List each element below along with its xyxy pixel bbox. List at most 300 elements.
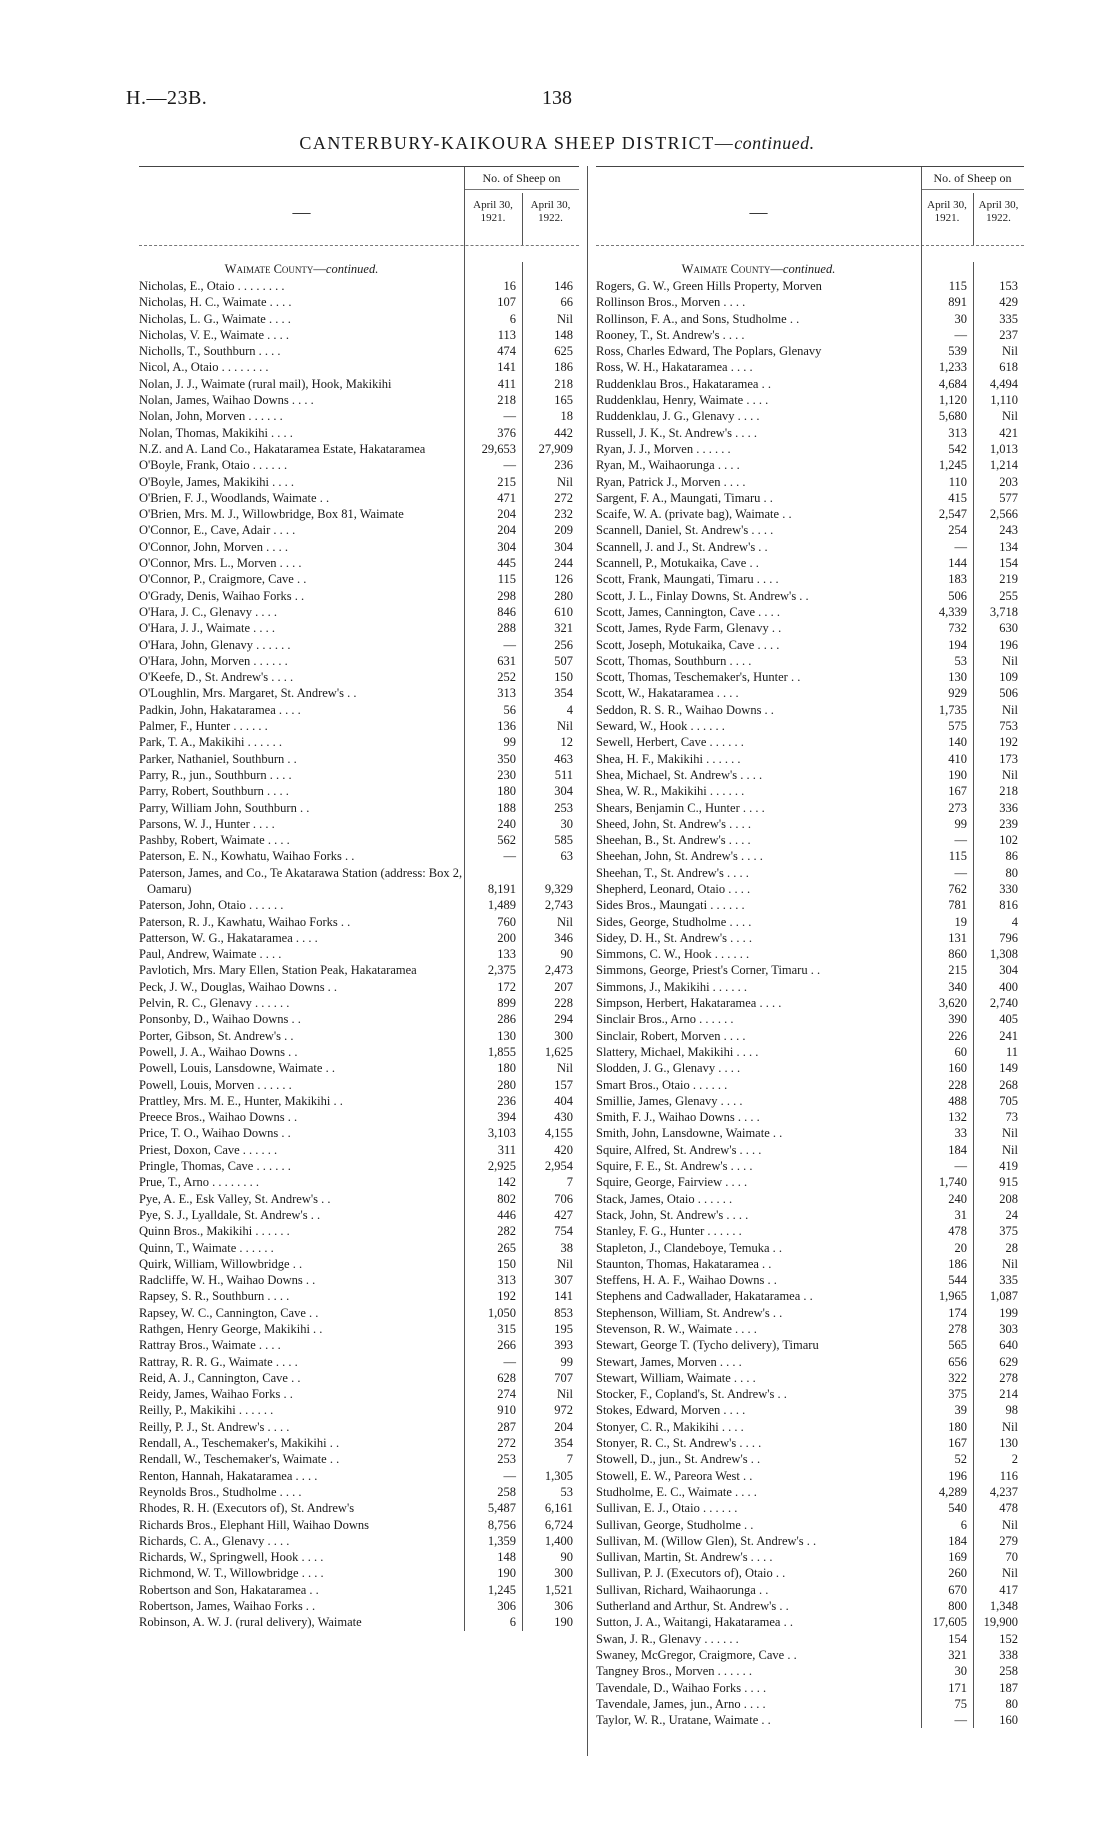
owner-name: Scott, W., Hakataramea . . . . xyxy=(596,686,739,701)
sheep-1922: 152 xyxy=(999,1631,1018,1646)
sheep-1922: Nil xyxy=(557,1061,573,1076)
sheep-1921: 167 xyxy=(948,784,967,799)
table-row xyxy=(596,343,1024,359)
table-row xyxy=(139,1077,579,1093)
sheep-1922: 236 xyxy=(554,458,573,473)
sheep-1921: 376 xyxy=(497,425,516,440)
table-row xyxy=(139,555,579,571)
header-dash: — xyxy=(292,202,311,222)
table-row xyxy=(139,1321,579,1337)
title-continued: continued. xyxy=(734,133,815,153)
owner-name: Prue, T., Arno . . . . . . . . xyxy=(139,1175,260,1190)
no-of-sheep-label: No. of Sheep on xyxy=(464,171,579,190)
sheep-1922: 1,087 xyxy=(989,1289,1018,1304)
sheep-1921: 167 xyxy=(948,1436,967,1451)
owner-name: Paul, Andrew, Waimate . . . . xyxy=(139,947,282,962)
owner-name: Ponsonby, D., Waihao Downs . . xyxy=(139,1012,301,1027)
sheep-1921: 174 xyxy=(948,1305,967,1320)
sheep-1921: 860 xyxy=(948,947,967,962)
sheep-1922: 1,400 xyxy=(544,1533,573,1548)
sheep-1921: 132 xyxy=(948,1110,967,1125)
owner-name: Nolan, Thomas, Makikihi . . . . xyxy=(139,425,293,440)
table-row xyxy=(139,604,579,620)
table-row xyxy=(139,1402,579,1418)
owner-name: Pye, S. J., Lyalldale, St. Andrew's . . xyxy=(139,1207,321,1222)
table-row xyxy=(596,751,1024,767)
sheep-1922: 209 xyxy=(554,523,573,538)
table-row xyxy=(139,702,579,718)
owner-name: Rooney, T., St. Andrew's . . . . xyxy=(596,327,745,342)
owner-name: N.Z. and A. Land Co., Hakataramea Estate, Hakataramea xyxy=(139,441,426,456)
table-row xyxy=(139,930,579,946)
sheep-1921: 131 xyxy=(948,930,967,945)
owner-name: O'Boyle, Frank, Otaio . . . . . . xyxy=(139,458,288,473)
owner-name: O'Grady, Denis, Waihao Forks . . xyxy=(139,588,305,603)
owner-name: Simmons, C. W., Hook . . . . . . xyxy=(596,947,750,962)
sheep-1921: 6 xyxy=(960,1517,967,1532)
owner-name: Smillie, James, Glenavy . . . . xyxy=(596,1093,743,1108)
owner-name: Prattley, Mrs. M. E., Hunter, Makikihi . . xyxy=(139,1093,343,1108)
owner-name: Stevenson, R. W., Waimate . . . . xyxy=(596,1322,757,1336)
owner-name: Ross, Charles Edward, The Poplars, Glenavy xyxy=(596,344,822,359)
sheep-1921: 30 xyxy=(954,1664,967,1679)
table-row xyxy=(139,946,579,962)
owner-name: Scott, J. L., Finlay Downs, St. Andrew's . . xyxy=(596,588,809,603)
table-row xyxy=(596,1044,1024,1060)
section-continued: continued. xyxy=(325,262,379,276)
owner-name: O'Keefe, D., St. Andrew's . . . . xyxy=(139,670,294,685)
sheep-1921: — xyxy=(954,539,967,554)
table-row xyxy=(139,343,579,359)
owner-name: Preece Bros., Waihao Downs . . xyxy=(139,1110,298,1125)
owner-name: Rathgen, Henry George, Makikihi . . xyxy=(139,1322,323,1336)
sheep-1921: 140 xyxy=(948,735,967,750)
owner-name: Stewart, William, Waimate . . . . xyxy=(596,1370,756,1385)
table-row xyxy=(139,1582,579,1598)
owner-name: Russell, J. K., St. Andrew's . . . . xyxy=(596,425,757,440)
sheep-1922: Nil xyxy=(1002,1256,1018,1271)
owner-name: Reilly, P., Makikihi . . . . . . xyxy=(139,1403,274,1418)
sheep-1921: — xyxy=(503,409,516,424)
sheep-1921: 411 xyxy=(497,376,516,391)
sheep-1922: 157 xyxy=(554,1077,573,1092)
section-name: Waimate County— xyxy=(681,262,783,276)
sheep-1921: 130 xyxy=(497,1028,516,1043)
sheep-1922: 1,308 xyxy=(989,947,1018,962)
sheep-1921: 16 xyxy=(503,279,516,293)
owner-name: Studholme, E. C., Waimate . . . . xyxy=(596,1484,757,1499)
owner-name: Paterson, R. J., Kawhatu, Waihao Forks . . xyxy=(139,914,351,929)
owner-name: Pye, A. E., Esk Valley, St. Andrew's . . xyxy=(139,1191,331,1206)
sheep-1921: 544 xyxy=(948,1273,967,1288)
sheep-1921: 130 xyxy=(948,670,967,685)
sheep-1922: Nil xyxy=(1002,409,1018,424)
sheep-1922: 419 xyxy=(999,1159,1018,1174)
owner-name: Slattery, Michael, Makikihi . . . . xyxy=(596,1044,759,1059)
table-row xyxy=(596,1614,1024,1630)
sheep-1921: — xyxy=(503,1468,516,1483)
table-row xyxy=(139,816,579,832)
table-row xyxy=(596,425,1024,441)
owner-name: Sutton, J. A., Waitangi, Hakataramea . . xyxy=(596,1615,793,1630)
sheep-1922: 196 xyxy=(999,637,1018,652)
sheep-1922: 279 xyxy=(999,1533,1018,1548)
owner-name: Reidy, James, Waihao Forks . . xyxy=(139,1387,293,1402)
owner-name: Parry, Robert, Southburn . . . . xyxy=(139,784,289,799)
table-row xyxy=(596,1549,1024,1565)
column-rule xyxy=(973,262,974,1728)
sheep-1922: 400 xyxy=(999,979,1018,994)
owner-list xyxy=(139,278,579,1631)
owner-name: Richards, C. A., Glenavy . . . . xyxy=(139,1533,290,1548)
sheep-1922: 707 xyxy=(554,1370,573,1385)
owner-name: Nicholas, E., Otaio . . . . . . . . xyxy=(139,279,285,293)
table-row xyxy=(139,685,579,701)
owner-name: Nicholas, H. C., Waimate . . . . xyxy=(139,295,292,310)
sheep-1922: Nil xyxy=(1002,1142,1018,1157)
owner-name: Shea, H. F., Makikihi . . . . . . xyxy=(596,751,741,766)
owner-name: Rapsey, W. C., Cannington, Cave . . xyxy=(139,1305,319,1320)
table-row xyxy=(596,1011,1024,1027)
sheep-1922: 149 xyxy=(999,1061,1018,1076)
table-row xyxy=(596,1696,1024,1712)
sheep-1921: — xyxy=(954,1159,967,1174)
table-row xyxy=(139,539,579,555)
owner-name: Sewell, Herbert, Cave . . . . . . xyxy=(596,735,744,750)
owner-name: Scannell, Daniel, St. Andrew's . . . . xyxy=(596,523,774,538)
owner-name: O'Hara, J. J., Waimate . . . . xyxy=(139,621,276,636)
owner-name: Stewart, George T. (Tycho delivery), Timaru xyxy=(596,1338,819,1353)
sheep-1922: 280 xyxy=(554,588,573,603)
sheep-1921: — xyxy=(954,1713,967,1728)
table-row xyxy=(596,1533,1024,1549)
table-row xyxy=(596,1386,1024,1402)
owner-name: Swaney, McGregor, Craigmore, Cave . . xyxy=(596,1647,797,1662)
sheep-1922: 429 xyxy=(999,295,1018,310)
table-row xyxy=(139,1011,579,1027)
owner-name: Scannell, P., Motukaika, Cave . . xyxy=(596,556,759,571)
sheep-1922: 173 xyxy=(999,751,1018,766)
sheep-1922: 141 xyxy=(554,1289,573,1304)
sheep-1921: — xyxy=(503,458,516,473)
sheep-1922: 190 xyxy=(554,1615,573,1630)
owner-name: Robinson, A. W. J. (rural delivery), Waimate xyxy=(139,1615,362,1630)
sheep-1921: 240 xyxy=(948,1191,967,1206)
table-row xyxy=(139,914,579,930)
owner-name: Taylor, W. R., Uratane, Waimate . . xyxy=(596,1713,771,1728)
sheep-1921: 732 xyxy=(948,621,967,636)
sheep-1921: 133 xyxy=(497,947,516,962)
sheep-1922: 321 xyxy=(554,621,573,636)
table-row xyxy=(596,1598,1024,1614)
sheep-1922: 306 xyxy=(554,1599,573,1614)
sheep-1922: 304 xyxy=(999,963,1018,978)
sheep-1922: 187 xyxy=(999,1680,1018,1695)
owner-name: Shepherd, Leonard, Otaio . . . . xyxy=(596,881,751,896)
sheep-1922: 420 xyxy=(554,1142,573,1157)
sheep-1921: 60 xyxy=(954,1044,967,1059)
sheep-1921: 8,191 xyxy=(487,881,516,896)
table-row xyxy=(596,1256,1024,1272)
sheep-1921: 762 xyxy=(948,881,967,896)
sheep-1921: 186 xyxy=(948,1256,967,1271)
owner-name: Stewart, James, Morven . . . . xyxy=(596,1354,742,1369)
sheep-1921: 313 xyxy=(948,425,967,440)
table-row xyxy=(139,718,579,734)
sheep-1921: 1,245 xyxy=(938,458,967,473)
owner-name: O'Connor, John, Morven . . . . xyxy=(139,539,288,554)
owner-name: Rogers, G. W., Green Hills Property, Morven xyxy=(596,279,822,293)
sheep-1921: 846 xyxy=(497,604,516,619)
table-row xyxy=(139,1565,579,1581)
sheep-1922: 153 xyxy=(999,279,1018,293)
sheep-1922: 304 xyxy=(554,784,573,799)
sheep-1921: 141 xyxy=(497,360,516,375)
sheep-1921: 204 xyxy=(497,523,516,538)
sheep-1922: 208 xyxy=(999,1191,1018,1206)
sheep-1922: 354 xyxy=(554,1436,573,1451)
sheep-1921: 8,756 xyxy=(487,1517,516,1532)
sheep-1921: 280 xyxy=(497,1077,516,1092)
owner-name: Parry, William John, Southburn . . xyxy=(139,800,310,815)
table-row xyxy=(139,1386,579,1402)
table-row xyxy=(596,865,1024,881)
table-row xyxy=(596,327,1024,343)
sheep-1921: — xyxy=(954,327,967,342)
sheep-1921: 394 xyxy=(497,1110,516,1125)
sheep-1922: Nil xyxy=(557,914,573,929)
table-row xyxy=(596,1631,1024,1647)
sheep-1921: 540 xyxy=(948,1501,967,1516)
owner-name: Sullivan, E. J., Otaio . . . . . . xyxy=(596,1501,738,1516)
owner-name: Slodden, J. G., Glenavy . . . . xyxy=(596,1061,741,1076)
sheep-1922: 148 xyxy=(554,327,573,342)
table-row xyxy=(139,637,579,653)
table-row xyxy=(139,1223,579,1239)
table-row xyxy=(139,1598,579,1614)
sheep-1922: 237 xyxy=(999,327,1018,342)
sheep-1922: 4,155 xyxy=(544,1126,573,1141)
sheep-1921: 506 xyxy=(948,588,967,603)
owner-name: Ryan, M., Waihaorunga . . . . xyxy=(596,458,740,473)
sheep-1921: 415 xyxy=(948,490,967,505)
table-row xyxy=(596,653,1024,669)
owner-name: Pringle, Thomas, Cave . . . . . . xyxy=(139,1159,291,1174)
table-row xyxy=(139,1142,579,1158)
owner-name: Stapleton, J., Clandeboye, Temuka . . xyxy=(596,1240,783,1255)
table-row xyxy=(139,1500,579,1516)
owner-name: O'Connor, Mrs. L., Morven . . . . xyxy=(139,556,302,571)
sheep-1922: 507 xyxy=(554,653,573,668)
table-header xyxy=(596,166,1024,246)
table-row xyxy=(139,897,579,913)
no-of-sheep-label: No. of Sheep on xyxy=(921,171,1024,190)
owner-name: Rendall, W., Teschemaker's, Waimate . . xyxy=(139,1452,340,1467)
owner-name: Nicholas, V. E., Waimate . . . . xyxy=(139,327,290,342)
sheep-1921: 4,684 xyxy=(938,376,967,391)
sheep-1922: 796 xyxy=(999,930,1018,945)
sheep-1922: 2,740 xyxy=(989,996,1018,1011)
table-row xyxy=(139,1468,579,1484)
sheep-1922: 80 xyxy=(1005,1696,1018,1711)
sheep-1922: Nil xyxy=(557,719,573,734)
sheep-1922: 375 xyxy=(999,1224,1018,1239)
table-row xyxy=(139,767,579,783)
sheep-1921: 1,120 xyxy=(938,393,967,408)
sheep-1922: 255 xyxy=(999,588,1018,603)
owner-name: Seddon, R. S. R., Waihao Downs . . xyxy=(596,702,774,717)
sheep-1922: 404 xyxy=(554,1093,573,1108)
owner-name: Paterson, E. N., Kowhatu, Waihao Forks . . xyxy=(139,849,355,864)
table-row xyxy=(596,637,1024,653)
sheep-1922: 754 xyxy=(554,1224,573,1239)
table-row xyxy=(139,1614,579,1630)
table-row xyxy=(596,1240,1024,1256)
sheep-1921: 115 xyxy=(497,572,516,587)
sheep-1922: 90 xyxy=(560,947,573,962)
table-row xyxy=(596,1093,1024,1109)
sheep-1922: 853 xyxy=(554,1305,573,1320)
sheep-1922: 354 xyxy=(554,686,573,701)
owner-name: Pelvin, R. C., Glenavy . . . . . . xyxy=(139,996,290,1011)
owner-name: Ryan, J. J., Morven . . . . . . xyxy=(596,441,731,456)
table-row xyxy=(139,1305,579,1321)
table-row xyxy=(139,1354,579,1370)
sheep-1921: 2,925 xyxy=(487,1159,516,1174)
table-row xyxy=(596,1305,1024,1321)
table-row xyxy=(596,539,1024,555)
table-row xyxy=(596,604,1024,620)
owner-name: Stephens and Cadwallader, Hakataramea . . xyxy=(596,1289,813,1304)
owner-name: Smith, John, Lansdowne, Waimate . . xyxy=(596,1126,783,1141)
sheep-1921: 190 xyxy=(948,767,967,782)
sheep-1922: 1,521 xyxy=(544,1582,573,1597)
table-row xyxy=(596,946,1024,962)
sheep-1921: 4,289 xyxy=(938,1484,967,1499)
table-row xyxy=(139,669,579,685)
sheep-1921: 142 xyxy=(497,1175,516,1190)
sheep-1922: 816 xyxy=(999,898,1018,913)
table-row xyxy=(596,1451,1024,1467)
sheep-1921: 5,680 xyxy=(938,409,967,424)
sheep-1922: 11 xyxy=(1005,1044,1018,1059)
table-row xyxy=(596,897,1024,913)
column-rule xyxy=(921,184,922,1728)
sheep-1921: 1,735 xyxy=(938,702,967,717)
owner-name: Rollinson Bros., Morven . . . . xyxy=(596,295,746,310)
table-row xyxy=(596,832,1024,848)
sheep-1922: 577 xyxy=(999,490,1018,505)
table-row xyxy=(596,1680,1024,1696)
table-row xyxy=(139,490,579,506)
sheep-1922: 585 xyxy=(554,833,573,848)
table-row xyxy=(596,1077,1024,1093)
sheep-1922: 2 xyxy=(1011,1452,1018,1467)
sheep-1921: 17,605 xyxy=(932,1615,967,1630)
table-row xyxy=(596,702,1024,718)
sheep-1922: 98 xyxy=(1005,1403,1018,1418)
owner-name: O'Connor, P., Craigmore, Cave . . xyxy=(139,572,307,587)
sheep-1921: — xyxy=(503,849,516,864)
table-row xyxy=(139,832,579,848)
sheep-1922: 272 xyxy=(554,490,573,505)
sheep-1921: 313 xyxy=(497,1273,516,1288)
sheep-1921: 2,547 xyxy=(938,507,967,522)
sheep-1922: 9,329 xyxy=(544,881,573,896)
owner-name: Palmer, F., Hunter . . . . . . xyxy=(139,719,268,734)
table-row xyxy=(596,555,1024,571)
owner-name: Stowell, D., jun., St. Andrew's . . xyxy=(596,1452,761,1467)
sheep-1921: 3,620 xyxy=(938,996,967,1011)
owner-name: O'Boyle, James, Makikihi . . . . xyxy=(139,474,295,489)
sheep-1922: 2,473 xyxy=(544,963,573,978)
sheep-1921: — xyxy=(503,637,516,652)
owner-name: Pavlotich, Mrs. Mary Ellen, Station Peak, Hakataramea xyxy=(139,963,417,978)
sheep-1921: 20 xyxy=(954,1240,967,1255)
sheep-1922: 640 xyxy=(999,1338,1018,1353)
owner-name: Stowell, E. W., Pareora West . . xyxy=(596,1468,753,1483)
table-row xyxy=(139,1484,579,1500)
sheep-1922: 4,494 xyxy=(989,376,1018,391)
owner-name: Scott, Joseph, Motukaika, Cave . . . . xyxy=(596,637,780,652)
sheep-1921: 19 xyxy=(954,914,967,929)
sheep-1922: 4 xyxy=(1011,914,1018,929)
sheep-1922: 150 xyxy=(554,670,573,685)
sheep-1921: 183 xyxy=(948,572,967,587)
sheep-1922: Nil xyxy=(557,311,573,326)
table-row xyxy=(596,881,1024,897)
sheep-1921: — xyxy=(954,833,967,848)
sheep-1922: 2,566 xyxy=(989,507,1018,522)
owner-name: Rollinson, F. A., and Sons, Studholme . . xyxy=(596,311,800,326)
sheep-1922: 7 xyxy=(566,1175,573,1190)
table-row xyxy=(139,1451,579,1467)
column-divider xyxy=(587,166,588,1756)
sheep-1922: 6,724 xyxy=(544,1517,573,1532)
sheep-1922: 146 xyxy=(554,279,573,293)
owner-name: Shea, W. R., Makikihi . . . . . . xyxy=(596,784,745,799)
table-row xyxy=(596,914,1024,930)
sheep-1921: 288 xyxy=(497,621,516,636)
sheep-1922: 218 xyxy=(554,376,573,391)
sheep-1921: 39 xyxy=(954,1403,967,1418)
sheep-1922: 278 xyxy=(999,1370,1018,1385)
table-row xyxy=(139,311,579,327)
sheep-1921: 539 xyxy=(948,344,967,359)
sheep-1921: — xyxy=(954,865,967,880)
owner-name: Reynolds Bros., Studholme . . . . xyxy=(139,1484,302,1499)
table-row xyxy=(596,1207,1024,1223)
sheep-1922: 63 xyxy=(560,849,573,864)
table-row xyxy=(139,457,579,473)
sheep-1921: 184 xyxy=(948,1533,967,1548)
sheep-1922: 405 xyxy=(999,1012,1018,1027)
column-rule xyxy=(973,193,974,245)
owner-name: Parry, R., jun., Southburn . . . . xyxy=(139,767,292,782)
sheep-1922: 1,348 xyxy=(989,1599,1018,1614)
section-name: Waimate County— xyxy=(224,262,326,276)
sheep-1921: 107 xyxy=(497,295,516,310)
sheep-1921: 6 xyxy=(509,311,516,326)
sheep-1921: 350 xyxy=(497,751,516,766)
table-row xyxy=(139,278,579,294)
sheep-1922: 618 xyxy=(999,360,1018,375)
table-row xyxy=(596,783,1024,799)
owner-name: Ruddenklau Bros., Hakataramea . . xyxy=(596,376,771,391)
sheep-1922: Nil xyxy=(557,1387,573,1402)
table-row xyxy=(139,1370,579,1386)
owner-name: Rattray, R. R. G., Waimate . . . . xyxy=(139,1354,298,1369)
